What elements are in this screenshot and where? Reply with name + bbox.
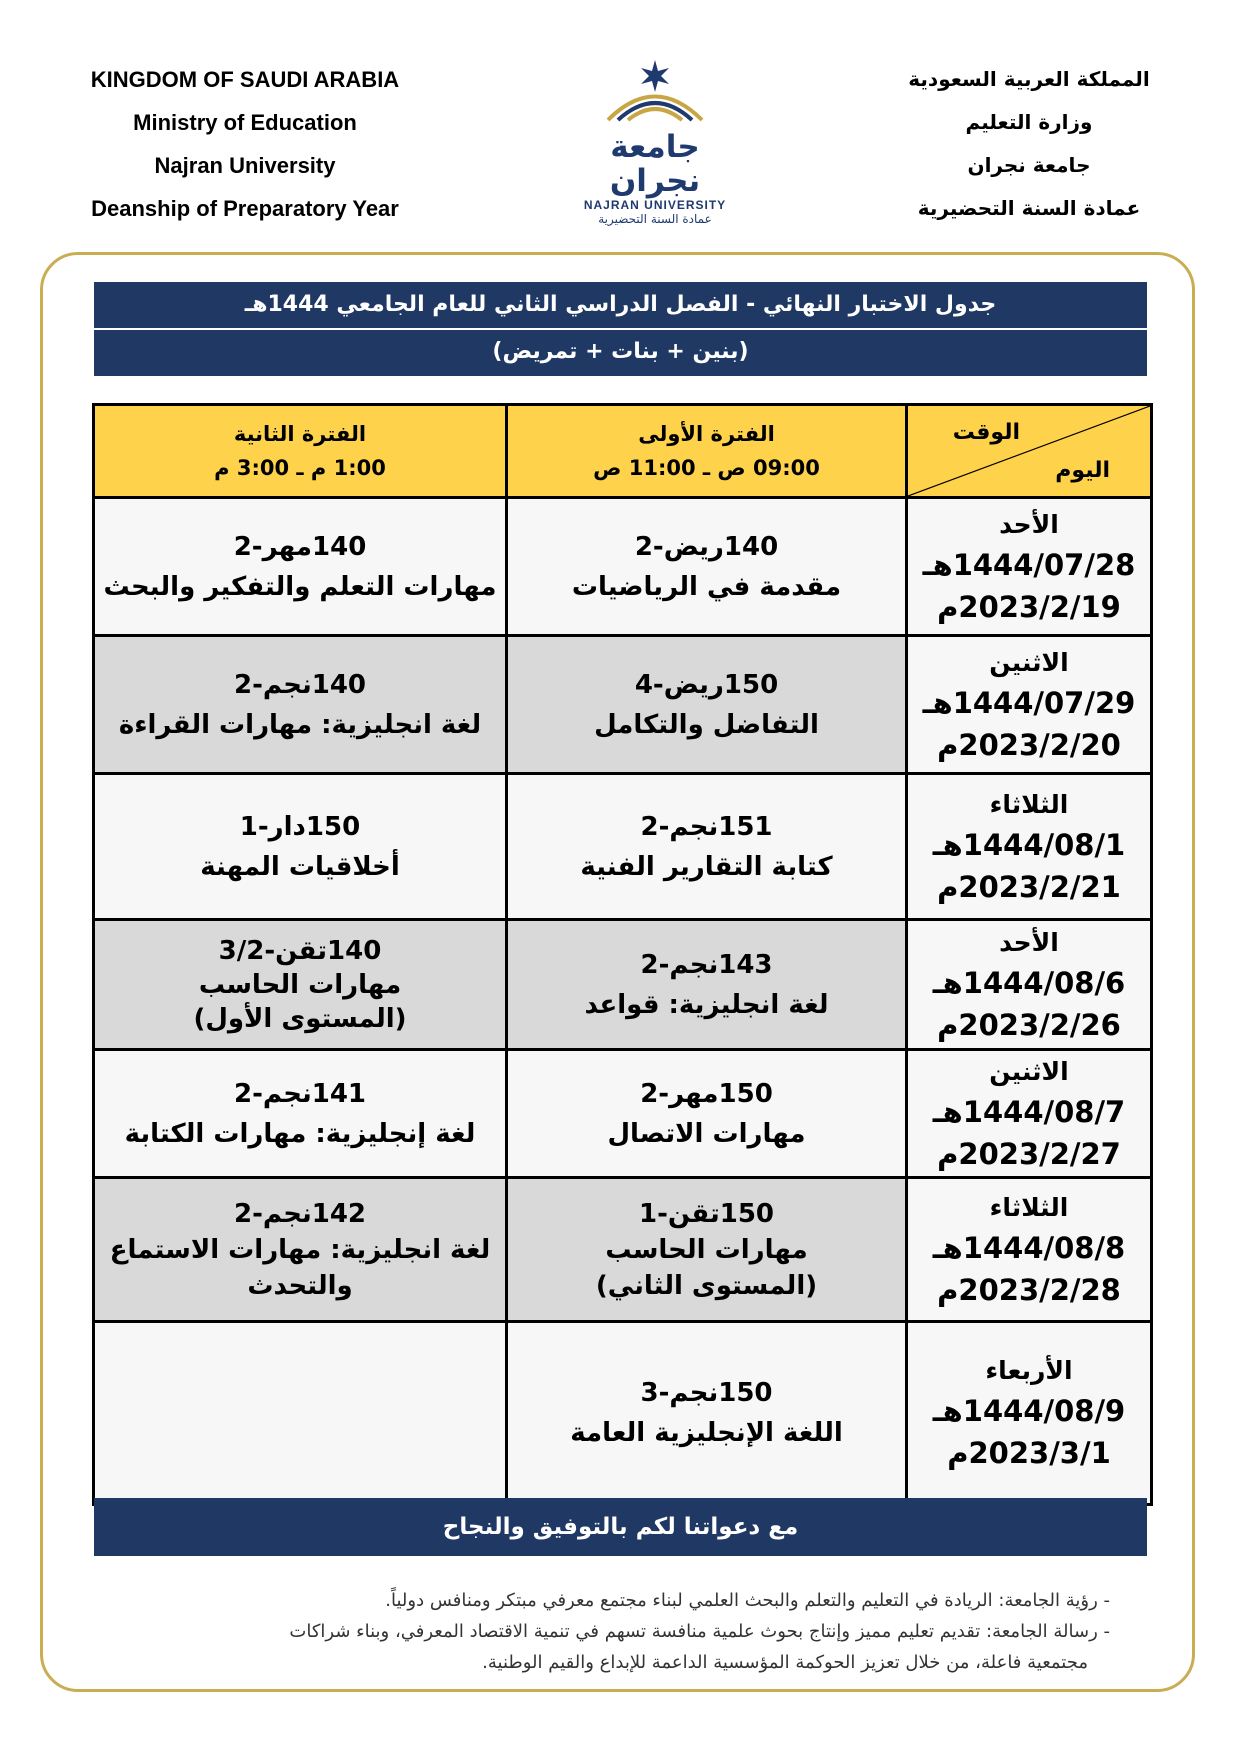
gregorian-date: 2023/2/19م — [937, 589, 1121, 624]
period-2-course — [94, 1050, 507, 1178]
hijri-date: 1444/08/6هـ — [932, 965, 1126, 1000]
logo-arabic-name: جامعة نجران — [609, 129, 701, 199]
title-line-2: (بنين + بنات + تمريض) — [492, 339, 749, 364]
day-name: الأحد — [999, 927, 1059, 957]
period-1-course — [507, 1322, 907, 1505]
course-name: اللغة الإنجليزية العامة — [570, 1418, 843, 1448]
period-2-course — [94, 498, 507, 636]
course-name: مهارات الاتصال — [607, 1118, 806, 1149]
hijri-date: 1444/07/28هـ — [922, 547, 1136, 582]
diagonal-divider — [908, 406, 1150, 496]
vision-note: - رؤية الجامعة: الريادة في التعليم والتعلم والبحث العلمي لبناء مجتمع معرفي مبتكر ومنافس دولياً. — [385, 1590, 1110, 1611]
header-en-line-1: KINGDOM OF SAUDI ARABIA — [90, 67, 400, 92]
period-2-course — [94, 1178, 507, 1322]
period-2-course — [94, 636, 507, 774]
day-cell — [907, 1050, 1152, 1178]
period-1-header — [507, 405, 907, 498]
hijri-date: 1444/08/8هـ — [932, 1230, 1126, 1265]
course-name: مهارات الحاسب — [605, 1234, 808, 1265]
period-2-label: الفترة الثانية — [233, 422, 367, 446]
period-1-label: الفترة الأولى — [638, 422, 775, 446]
header-ar-line-3: جامعة نجران — [967, 153, 1091, 177]
course-code: 140تقن-3/2 — [218, 935, 382, 966]
header-arabic — [879, 58, 1179, 230]
period-1-course — [507, 1050, 907, 1178]
course-name: كتابة التقارير الفنية — [580, 851, 833, 882]
gregorian-date: 2023/3/1م — [947, 1436, 1111, 1470]
day-cell — [907, 774, 1152, 920]
course-name: مهارات الحاسب — [198, 969, 402, 1000]
course-code: 140ريض-2 — [634, 531, 779, 562]
course-code: 140نجم-2 — [233, 669, 367, 700]
day-name: الاثنين — [989, 1056, 1069, 1086]
course-name: لغة انجليزية: قواعد — [584, 989, 829, 1020]
day-cell — [907, 920, 1152, 1050]
gregorian-date: 2023/2/21م — [937, 869, 1121, 904]
header-ar-line-2: وزارة التعليم — [965, 110, 1093, 134]
day-name: الأربعاء — [985, 1356, 1073, 1385]
course-code: 142نجم-2 — [233, 1198, 367, 1229]
course-name: مهارات التعلم والتفكير والبحث — [103, 571, 497, 602]
course-code: 150تقن-1 — [638, 1198, 775, 1229]
course-name-cont: والتحدث — [247, 1270, 353, 1301]
course-level: (المستوى الأول) — [193, 1003, 407, 1034]
footer-banner: مع دعواتنا لكم بالتوفيق والنجاح — [94, 1498, 1147, 1556]
period-1-course — [507, 1178, 907, 1322]
logo-english-name: NAJRAN UNIVERSITY — [583, 198, 727, 212]
gregorian-date: 2023/2/26م — [937, 1007, 1121, 1042]
table-row — [94, 774, 1152, 920]
exam-schedule-table — [92, 403, 1153, 1506]
course-code: 143نجم-2 — [640, 949, 773, 980]
day-cell — [907, 498, 1152, 636]
period-2-header — [94, 405, 507, 498]
hijri-date: 1444/08/7هـ — [932, 1094, 1126, 1129]
course-name: لغة إنجليزية: مهارات الكتابة — [124, 1118, 476, 1149]
hijri-date: 1444/08/9هـ — [932, 1394, 1126, 1428]
period-1-course — [507, 636, 907, 774]
day-name: الثلاثاء — [989, 789, 1069, 819]
time-header-label: الوقت — [952, 420, 1020, 445]
day-cell — [907, 1178, 1152, 1322]
period-2-time: 1:00 م ـ 3:00 م — [214, 456, 386, 480]
header-en-line-2: Ministry of Education — [133, 110, 357, 135]
course-code: 150نجم-3 — [640, 1378, 773, 1408]
table-row — [94, 1322, 1152, 1505]
course-name: لغة انجليزية: مهارات القراءة — [118, 709, 482, 740]
gregorian-date: 2023/2/27م — [937, 1136, 1121, 1171]
period-2-course — [94, 774, 507, 920]
course-code: 141نجم-2 — [233, 1078, 367, 1109]
course-name: أخلاقيات المهنة — [200, 851, 400, 882]
header-english — [60, 58, 430, 230]
period-1-course — [507, 920, 907, 1050]
course-name: التفاضل والتكامل — [594, 709, 819, 740]
day-name: الأحد — [999, 509, 1059, 539]
hijri-date: 1444/08/1هـ — [932, 827, 1126, 862]
course-name: مقدمة في الرياضيات — [571, 571, 842, 602]
table-row — [94, 498, 1152, 636]
hijri-date: 1444/07/29هـ — [922, 685, 1136, 720]
title-line-1: جدول الاختبار النهائي - الفصل الدراسي الثاني للعام الجامعي 1444هـ — [94, 282, 1147, 330]
header-en-line-4: Deanship of Preparatory Year — [91, 196, 399, 221]
gregorian-date: 2023/2/28م — [937, 1272, 1121, 1307]
table-row — [94, 1178, 1152, 1322]
period-1-time: 09:00 ص ـ 11:00 ص — [593, 456, 820, 480]
course-code: 150ريض-4 — [634, 669, 779, 700]
course-code: 151نجم-2 — [640, 811, 773, 842]
logo-subtitle: عمادة السنة التحضيرية — [598, 212, 712, 226]
gregorian-date: 2023/2/20م — [937, 727, 1121, 762]
university-notes — [150, 1585, 1110, 1678]
course-code: 140مهر-2 — [233, 531, 367, 562]
day-header-label: اليوم — [1055, 458, 1110, 483]
day-name: الاثنين — [989, 647, 1069, 677]
title-banner — [94, 282, 1147, 376]
mission-note-line-1: - رسالة الجامعة: تقديم تعليم مميز وإنتاج بحوث علمية منافسة تسهم في تنمية الاقتصاد المعرفي، وبناء شراكات — [289, 1621, 1110, 1642]
period-2-course — [94, 920, 507, 1050]
table-row — [94, 920, 1152, 1050]
course-level: (المستوى الثاني) — [595, 1270, 818, 1301]
period-1-course — [507, 498, 907, 636]
period-2-course-empty — [94, 1322, 507, 1505]
header-ar-line-1: المملكة العربية السعودية — [908, 67, 1150, 91]
table-header-row — [94, 405, 1152, 498]
day-cell — [907, 1322, 1152, 1505]
course-code: 150مهر-2 — [640, 1078, 773, 1109]
mission-note-line-2: مجتمعية فاعلة، من خلال تعزيز الحوكمة المؤسسية الداعمة للإبداع والقيم الوطنية. — [482, 1652, 1088, 1673]
course-code: 150دار-1 — [239, 811, 361, 842]
university-logo — [575, 58, 735, 226]
table-row — [94, 636, 1152, 774]
course-name: لغة انجليزية: مهارات الاستماع — [109, 1234, 491, 1265]
star-arcs-icon — [590, 58, 720, 128]
period-1-course — [507, 774, 907, 920]
header-en-line-3: Najran University — [154, 153, 336, 178]
day-name: الثلاثاء — [989, 1192, 1069, 1222]
time-day-header-cell — [907, 405, 1152, 498]
header-ar-line-4: عمادة السنة التحضيرية — [917, 196, 1141, 220]
day-cell — [907, 636, 1152, 774]
table-row — [94, 1050, 1152, 1178]
